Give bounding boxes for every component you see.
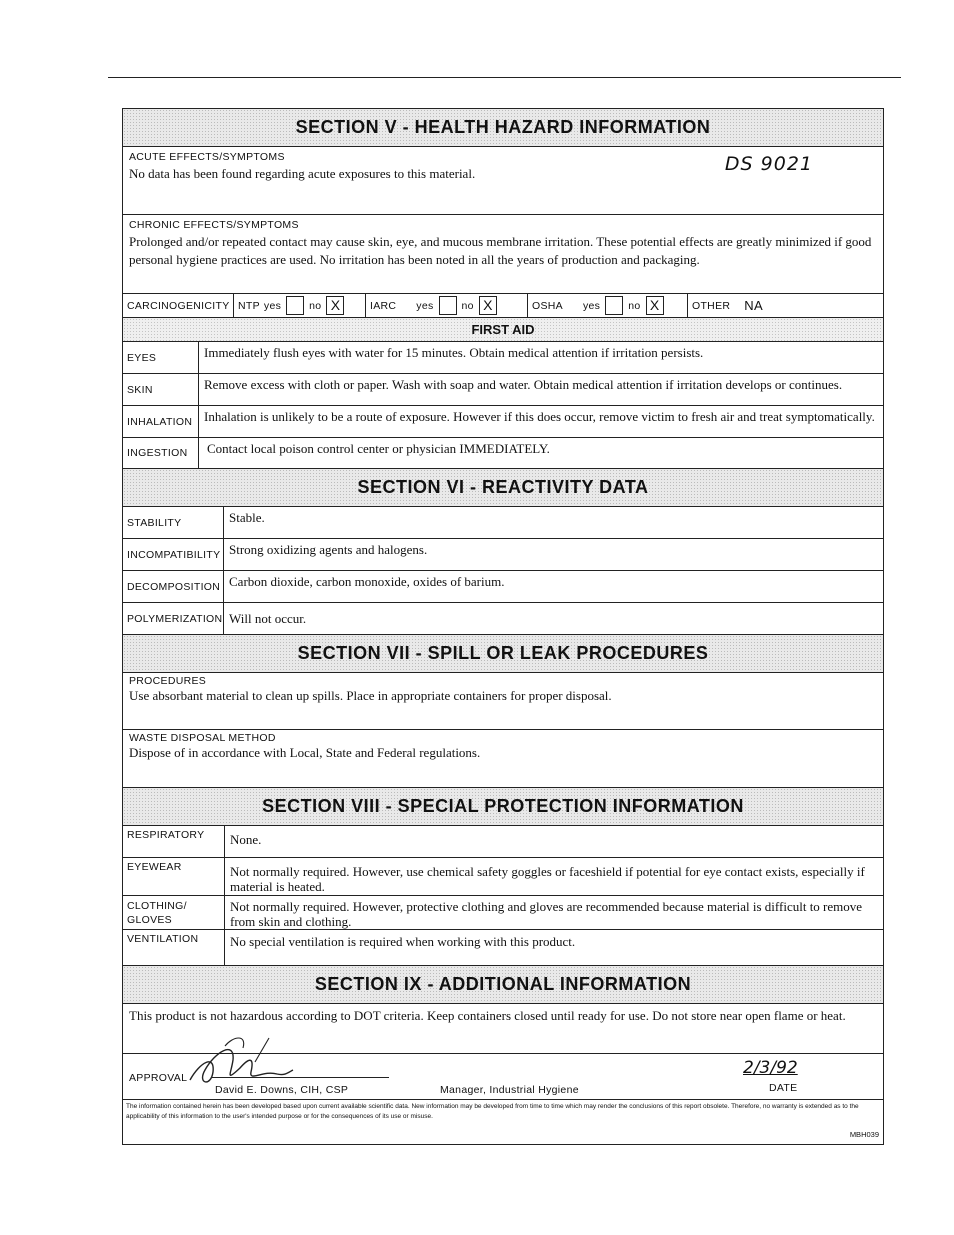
section-6-header: SECTION VI - REACTIVITY DATA — [123, 469, 883, 507]
additional-info-text: This product is not hazardous according to DOT criteria. Keep containers closed until ready for use. Do not store near open flame or heat. — [129, 1008, 846, 1023]
reactivity-row — [123, 603, 883, 635]
protection-text: Not normally required. However, protective clothing and gloves are recommended because material is difficult to remove from skin and clothing. — [230, 899, 863, 929]
reactivity-text: Will not occur. — [229, 611, 307, 626]
ntp-no-checkbox[interactable]: X — [326, 296, 344, 315]
first-aid-label: INHALATION — [127, 415, 193, 428]
approval-row — [123, 1054, 883, 1100]
protection-label: CLOTHING/ GLOVES — [127, 900, 187, 926]
reactivity-row — [123, 571, 883, 603]
approver-title: Manager, Industrial Hygiene — [440, 1084, 579, 1096]
reactivity-row — [123, 507, 883, 539]
section-5-header: SECTION V - HEALTH HAZARD INFORMATION — [123, 109, 883, 147]
first-aid-text: Contact local poison control center or physician IMMEDIATELY. — [207, 441, 550, 456]
first-aid-text: Immediately flush eyes with water for 15 minutes. Obtain medical attention if irritation persists. — [204, 345, 704, 360]
section-7-header: SECTION VII - SPILL OR LEAK PROCEDURES — [123, 635, 883, 673]
protection-text: None. — [230, 832, 262, 847]
reactivity-label: STABILITY — [127, 516, 182, 529]
protection-label: RESPIRATORY — [127, 829, 205, 841]
first-aid-row — [123, 406, 883, 438]
ntp-yes-checkbox[interactable] — [286, 296, 304, 315]
date-label: DATE — [769, 1082, 798, 1094]
osha-yes-label: yes — [582, 299, 601, 312]
ntp-yes-label: yes — [263, 299, 282, 312]
protection-row — [123, 826, 883, 858]
procedures-label: PROCEDURES — [129, 675, 207, 687]
protection-text: No special ventilation is required when working with this product. — [230, 934, 576, 949]
reactivity-label: POLYMERIZATION — [127, 612, 223, 625]
ntp-no-label: no — [309, 299, 322, 312]
chronic-effects-block — [123, 215, 883, 294]
first-aid-text: Remove excess with cloth or paper. Wash with soap and water. Obtain medical attention if irritation develops or continues. — [204, 377, 843, 392]
reactivity-text: Stable. — [229, 510, 265, 525]
handwritten-code: DS 9021 — [724, 153, 813, 175]
msds-form — [122, 108, 884, 1145]
iarc-no-label: no — [461, 299, 474, 312]
section-8-header: SECTION VIII - SPECIAL PROTECTION INFORMATION — [123, 788, 883, 826]
procedures-block — [123, 673, 883, 730]
protection-label: EYEWEAR — [127, 861, 182, 873]
carcinogenicity-row — [123, 294, 883, 318]
iarc-no-checkbox[interactable]: X — [479, 296, 497, 315]
waste-disposal-block — [123, 730, 883, 788]
first-aid-row — [123, 342, 883, 374]
acute-effects-label: ACUTE EFFECTS/SYMPTOMS — [129, 151, 285, 163]
first-aid-label: SKIN — [127, 383, 153, 396]
reactivity-label: INCOMPATIBILITY — [127, 548, 221, 561]
waste-disposal-label: WASTE DISPOSAL METHOD — [129, 732, 276, 744]
first-aid-text: Inhalation is unlikely to be a route of exposure. However if this does occur, remove victim to fresh air and treat symptomatically. — [204, 409, 875, 424]
approver-name: David E. Downs, CIH, CSP — [215, 1084, 349, 1096]
signature-line — [211, 1077, 389, 1078]
first-aid-label: INGESTION — [127, 447, 188, 459]
osha-label: OSHA — [532, 299, 563, 312]
chronic-effects-label: CHRONIC EFFECTS/SYMPTOMS — [129, 219, 299, 231]
carcinogenicity-label: CARCINOGENICITY — [127, 299, 230, 312]
reactivity-label: DECOMPOSITION — [127, 580, 221, 593]
acute-effects-text: No data has been found regarding acute exposures to this material. — [129, 166, 476, 181]
first-aid-label: EYES — [127, 351, 157, 364]
other-value: NA — [744, 298, 763, 313]
iarc-yes-checkbox[interactable] — [439, 296, 457, 315]
protection-text: Not normally required. However, use chemical safety goggles or faceshield if potential for eye contact exists, especially if material is heated. — [230, 864, 865, 894]
acute-effects-block — [123, 147, 883, 215]
approval-label: APPROVAL — [129, 1072, 188, 1084]
approval-date-value: 2/3/92 — [743, 1058, 798, 1078]
protection-row — [123, 930, 883, 966]
disclaimer-block — [123, 1100, 883, 1144]
first-aid-row — [123, 438, 883, 469]
top-rule — [108, 77, 901, 78]
osha-no-label: no — [628, 299, 641, 312]
disclaimer-text: The information contained herein has been developed based upon current available scientific data. New information may be developed from time to time which may render the conclusions of this report obsolete. Therefore, no warranty is extended as to the applicability of this information to the user's intended purpose or for the consequences of its use or misuse. — [126, 1103, 859, 1120]
iarc-label: IARC — [370, 299, 397, 312]
reactivity-text: Strong oxidizing agents and halogens. — [229, 542, 428, 557]
protection-label: VENTILATION — [127, 933, 199, 945]
osha-yes-checkbox[interactable] — [605, 296, 623, 315]
protection-row — [123, 896, 883, 930]
ntp-label: NTP — [238, 299, 260, 312]
reactivity-text: Carbon dioxide, carbon monoxide, oxides of barium. — [229, 574, 505, 589]
section-9-header: SECTION IX - ADDITIONAL INFORMATION — [123, 966, 883, 1004]
reactivity-row — [123, 539, 883, 571]
waste-disposal-text: Dispose of in accordance with Local, State and Federal regulations. — [129, 745, 481, 760]
form-code: MBH039 — [849, 1130, 879, 1139]
osha-no-checkbox[interactable]: X — [646, 296, 664, 315]
iarc-yes-label: yes — [416, 299, 434, 312]
protection-row — [123, 858, 883, 896]
procedures-text: Use absorbant material to clean up spills. Place in appropriate containers for proper disposal. — [129, 688, 612, 703]
first-aid-row — [123, 374, 883, 406]
first-aid-header: FIRST AID — [123, 318, 883, 342]
chronic-effects-text: Prolonged and/or repeated contact may cause skin, eye, and mucous membrane irritation. These potential effects are greatly minimized if good personal hygiene practices are used. No irritation has been noted in all the years of production and packaging. — [129, 234, 872, 267]
other-label: OTHER — [692, 299, 731, 312]
